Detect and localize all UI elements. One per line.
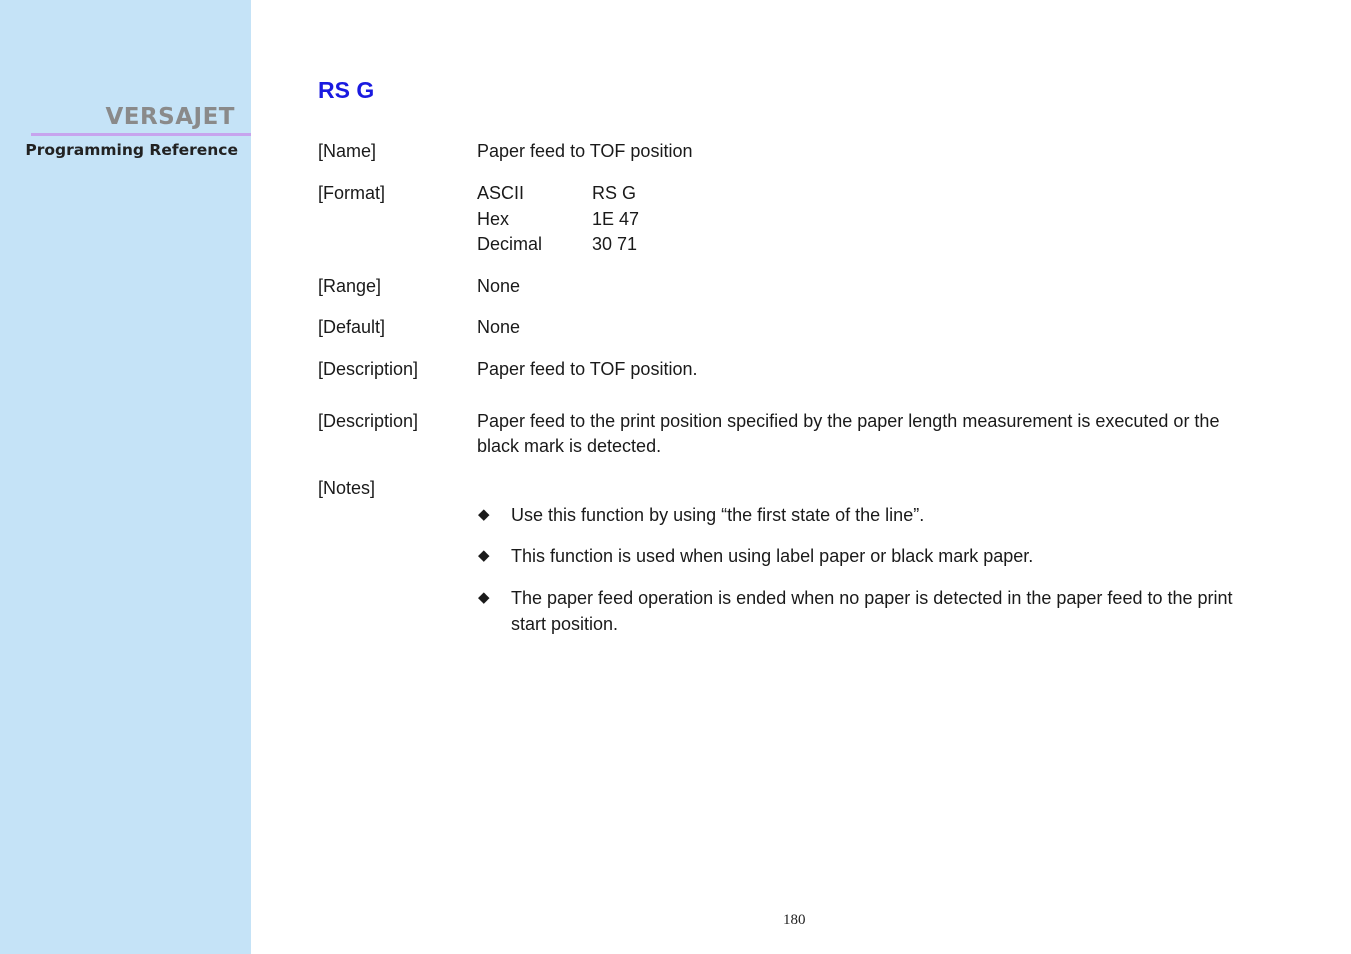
format-key-decimal: Decimal — [477, 234, 543, 254]
format-value-decimal: 30 71 — [592, 234, 638, 254]
format-key-ascii: ASCII — [477, 183, 525, 203]
description-label: [Description] — [318, 359, 419, 379]
document-subtitle: Programming Reference — [25, 141, 238, 159]
name-label: [Name] — [318, 141, 377, 161]
format-value-hex: 1E 47 — [592, 209, 640, 229]
bullet-diamond-icon: ◆ — [478, 547, 490, 564]
sidebar — [0, 0, 251, 954]
default-label: [Default] — [318, 317, 386, 337]
bullet-diamond-icon: ◆ — [478, 506, 490, 523]
range-label: [Range] — [318, 276, 382, 296]
note-item: This function is used when using label paper or black mark paper. — [511, 546, 1034, 566]
format-label: [Format] — [318, 183, 386, 203]
format-value-ascii: RS G — [592, 183, 637, 203]
note-item: The paper feed operation is ended when no paper is detected in the paper feed to the print start position. — [511, 588, 1233, 634]
command-title: RS G — [318, 77, 375, 103]
note-item: Use this function by using “the first state of the line”. — [511, 505, 925, 525]
brand-logo: VERSAJET — [105, 104, 235, 130]
description-label-2: [Description] — [318, 411, 419, 431]
description-value: Paper feed to TOF position. — [477, 359, 698, 379]
bullet-diamond-icon: ◆ — [478, 589, 490, 606]
notes-label: [Notes] — [318, 478, 376, 498]
page-number: 180 — [783, 912, 806, 928]
format-key-hex: Hex — [477, 209, 510, 229]
name-value: Paper feed to TOF position — [477, 141, 693, 161]
range-value: None — [477, 276, 521, 296]
description-value-2: Paper feed to the print position specified by the paper length measurement is executed or the black mark is detected. — [477, 411, 1220, 456]
default-value: None — [477, 317, 521, 337]
brand-divider — [31, 133, 251, 136]
